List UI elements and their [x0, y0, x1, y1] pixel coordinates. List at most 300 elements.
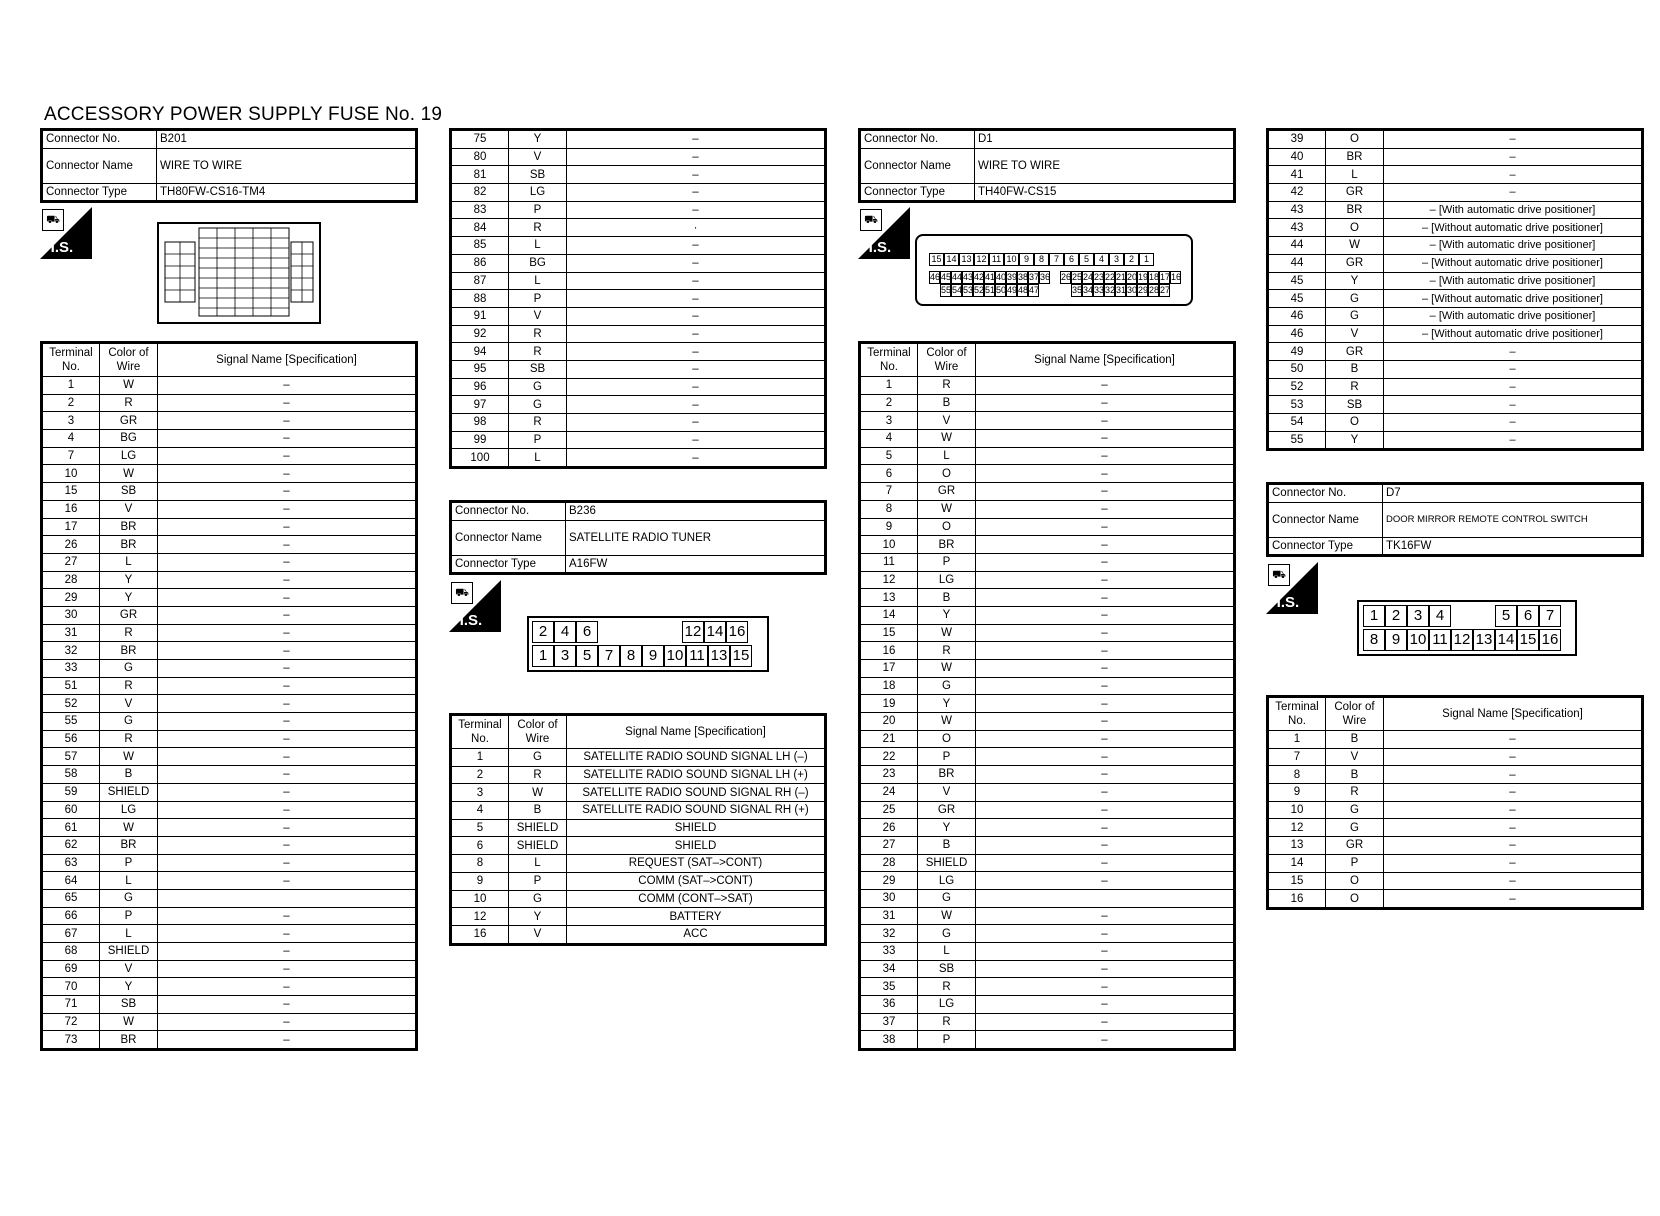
wire-color-cell: W [100, 1013, 158, 1031]
signal-name-cell: – [976, 677, 1235, 695]
wire-color-cell: GR [100, 606, 158, 624]
table-row [42, 925, 417, 943]
pin-31: 31 [1116, 285, 1127, 295]
terminal-no-header: Terminal No. [451, 715, 509, 749]
pin-55: 55 [941, 285, 952, 295]
terminal-no-cell: 33 [860, 943, 918, 961]
wire-color-cell: W [918, 624, 976, 642]
terminal-no-cell: 42 [1268, 184, 1326, 202]
signal-name-cell: – [158, 960, 417, 978]
pin-14: 14 [1495, 629, 1517, 651]
signal-name-cell: – [567, 431, 826, 449]
table-row [42, 943, 417, 961]
wire-color-cell: SHIELD [100, 783, 158, 801]
table-row [42, 571, 417, 589]
signal-name-cell: – [158, 730, 417, 748]
connector-name-label: Connector Name [860, 148, 975, 183]
wire-color-cell: R [918, 978, 976, 996]
terminal-no-cell: 36 [860, 996, 918, 1014]
color-header: Color of Wire [918, 343, 976, 377]
terminal-no-cell: 46 [1268, 325, 1326, 343]
table-row [451, 908, 826, 926]
pin-53: 53 [963, 285, 974, 295]
b201-info [40, 128, 418, 203]
pin-11: 11 [989, 253, 1004, 266]
table-row [42, 695, 417, 713]
table-row [42, 500, 417, 518]
signal-name-cell: – [158, 766, 417, 784]
wire-color-cell: Y [100, 571, 158, 589]
table-row [42, 553, 417, 571]
signal-name-cell: – [158, 624, 417, 642]
signal-name-cell: – [1384, 890, 1643, 909]
wire-color-cell: R [100, 677, 158, 695]
pin-9: 9 [1019, 253, 1034, 266]
terminal-no-header: Terminal No. [860, 343, 918, 377]
b236-terminal-table [449, 713, 827, 946]
pin-6: 6 [1064, 253, 1079, 266]
terminal-no-cell: 58 [42, 766, 100, 784]
connector-name-value: SATELLITE RADIO TUNER [566, 520, 826, 555]
pin-16: 16 [1539, 629, 1561, 651]
terminal-no-cell: 87 [451, 272, 509, 290]
pin-27: 27 [1160, 285, 1171, 295]
connector-type-value: TH40FW-CS15 [975, 183, 1235, 202]
wire-color-cell: P [509, 290, 567, 308]
connector-name-value: WIRE TO WIRE [975, 148, 1235, 183]
table-row [451, 219, 826, 237]
connector-name-label: Connector Name [1268, 502, 1383, 537]
pin-51: 51 [985, 285, 996, 295]
table-row [860, 943, 1235, 961]
wire-color-cell: W [100, 465, 158, 483]
terminal-no-cell: 35 [860, 978, 918, 996]
terminal-no-cell: 15 [1268, 872, 1326, 890]
table-row [451, 237, 826, 255]
signal-name-cell: – [567, 360, 826, 378]
signal-name-cell: – [Without automatic drive positioner] [1384, 325, 1643, 343]
connector-no-label: Connector No. [451, 502, 566, 521]
terminal-no-cell: 70 [42, 978, 100, 996]
signal-name-cell: – [With automatic drive positioner] [1384, 272, 1643, 290]
signal-name-cell: – [158, 819, 417, 837]
pin-21: 21 [1116, 272, 1127, 282]
terminal-no-cell: 7 [42, 447, 100, 465]
signal-name-cell: – [1384, 166, 1643, 184]
signal-name-cell: SHIELD [567, 837, 826, 855]
pin-1: 1 [1363, 605, 1385, 627]
wire-color-cell: L [100, 925, 158, 943]
wire-color-cell: BG [100, 430, 158, 448]
signal-name-cell: – [158, 589, 417, 607]
table-row [860, 801, 1235, 819]
table-row [860, 960, 1235, 978]
signal-name-cell: – [976, 996, 1235, 1014]
terminal-no-cell: 68 [42, 943, 100, 961]
table-row [1268, 201, 1643, 219]
signal-name-cell: BATTERY [567, 908, 826, 926]
wire-color-cell: Y [100, 978, 158, 996]
terminal-no-cell: 45 [1268, 290, 1326, 308]
pin-45: 45 [941, 272, 952, 282]
wire-color-cell: G [918, 677, 976, 695]
signal-name-cell: – [158, 783, 417, 801]
table-row [1268, 890, 1643, 909]
wire-color-cell: Y [918, 606, 976, 624]
table-row [1268, 748, 1643, 766]
wire-color-cell: L [918, 447, 976, 465]
pin-10: 10 [1407, 629, 1429, 651]
terminal-no-cell: 23 [860, 766, 918, 784]
signal-name-cell: – [567, 414, 826, 432]
terminal-no-header: Terminal No. [1268, 697, 1326, 731]
pin-38: 38 [1018, 272, 1029, 282]
terminal-no-cell: 41 [1268, 166, 1326, 184]
pin-35: 35 [1072, 285, 1083, 295]
signal-name-cell: – [158, 801, 417, 819]
signal-name-cell: – [158, 377, 417, 395]
terminal-no-cell: 61 [42, 819, 100, 837]
pin-5: 5 [1079, 253, 1094, 266]
wire-color-cell: O [1326, 130, 1384, 149]
wire-color-cell: B [918, 589, 976, 607]
signal-name-cell: – [With automatic drive positioner] [1384, 201, 1643, 219]
pin-52: 52 [974, 285, 985, 295]
wire-color-cell: BR [1326, 201, 1384, 219]
signal-name-cell: – [976, 819, 1235, 837]
pin-16: 16 [1171, 272, 1182, 282]
table-row [42, 677, 417, 695]
terminal-no-cell: 60 [42, 801, 100, 819]
signal-name-cell: – [1384, 130, 1643, 149]
wire-color-cell: Y [509, 908, 567, 926]
signal-name-cell: – [976, 571, 1235, 589]
signal-name-cell: SATELLITE RADIO SOUND SIGNAL RH (+) [567, 802, 826, 820]
table-row [42, 1031, 417, 1050]
pin-3: 3 [1109, 253, 1124, 266]
table-row [1268, 431, 1643, 450]
hs-icon: ⛟ H.S. [858, 207, 910, 259]
signal-name-cell: – [976, 606, 1235, 624]
terminal-no-cell: 52 [42, 695, 100, 713]
terminal-no-cell: 17 [860, 660, 918, 678]
terminal-no-cell: 21 [860, 730, 918, 748]
signal-name-cell: – [158, 606, 417, 624]
wire-color-cell: R [100, 730, 158, 748]
wire-color-cell: LG [918, 872, 976, 890]
signal-name-cell: – [976, 836, 1235, 854]
wire-color-cell: G [1326, 290, 1384, 308]
signal-name-cell: – [567, 254, 826, 272]
wire-color-cell: W [918, 907, 976, 925]
table-row [860, 889, 1235, 907]
table-row [42, 606, 417, 624]
table-row [860, 713, 1235, 731]
table-row [860, 553, 1235, 571]
pin-13: 13 [708, 645, 730, 667]
pin-11: 11 [686, 645, 708, 667]
terminal-no-cell: 1 [42, 377, 100, 395]
table-row [860, 907, 1235, 925]
signal-name-cell: – [567, 148, 826, 166]
wire-color-cell: BR [100, 518, 158, 536]
table-row [860, 642, 1235, 660]
wire-color-cell: P [100, 854, 158, 872]
table-row [860, 606, 1235, 624]
signal-name-cell: – [158, 836, 417, 854]
table-row [860, 412, 1235, 430]
terminal-no-cell: 71 [42, 996, 100, 1014]
wire-color-cell: SHIELD [509, 819, 567, 837]
pin-26: 26 [1061, 272, 1072, 282]
terminal-no-cell: 62 [42, 836, 100, 854]
wire-color-cell: B [918, 836, 976, 854]
wire-color-cell: B [1326, 766, 1384, 784]
wire-color-cell: O [1326, 890, 1384, 909]
terminal-no-cell: 26 [860, 819, 918, 837]
signal-name-cell: – [158, 713, 417, 731]
terminal-no-cell: 85 [451, 237, 509, 255]
table-row [451, 184, 826, 202]
wire-color-cell: V [100, 500, 158, 518]
signal-name-cell: – [1384, 360, 1643, 378]
pin-7: 7 [598, 645, 620, 667]
wire-color-cell: SB [1326, 396, 1384, 414]
signal-name-cell: · [567, 219, 826, 237]
signal-name-cell: – [158, 430, 417, 448]
pin-47: 47 [1029, 285, 1040, 295]
terminal-no-cell: 19 [860, 695, 918, 713]
table-row [451, 872, 826, 890]
color-header: Color of Wire [509, 715, 567, 749]
pin-9: 9 [1385, 629, 1407, 651]
wire-color-cell: B [1326, 360, 1384, 378]
pin-33: 33 [1094, 285, 1105, 295]
pin-28: 28 [1149, 285, 1160, 295]
connector-type-label: Connector Type [860, 183, 975, 202]
wire-color-cell: W [918, 430, 976, 448]
table-row [451, 749, 826, 767]
pin-4: 4 [1429, 605, 1451, 627]
pin-11: 11 [1429, 629, 1451, 651]
pin-15: 15 [929, 253, 944, 266]
pin-36: 36 [1040, 272, 1051, 282]
terminal-no-cell: 20 [860, 713, 918, 731]
table-row [860, 447, 1235, 465]
wire-color-cell: SHIELD [918, 854, 976, 872]
table-row [1268, 854, 1643, 872]
table-row [42, 730, 417, 748]
terminal-no-cell: 13 [1268, 837, 1326, 855]
terminal-no-cell: 10 [42, 465, 100, 483]
wire-color-cell: G [1326, 801, 1384, 819]
table-row [1268, 396, 1643, 414]
wire-color-cell: SB [509, 360, 567, 378]
signal-name-cell: – [158, 518, 417, 536]
d1-terminal-table-a [858, 341, 1236, 1051]
table-row [1268, 343, 1643, 361]
wire-color-cell: O [918, 730, 976, 748]
signal-name-cell: – [1384, 854, 1643, 872]
table-row [860, 748, 1235, 766]
pin-41: 41 [985, 272, 996, 282]
table-row [42, 536, 417, 554]
signal-name-cell: – [1384, 872, 1643, 890]
connector-type-value: TH80FW-CS16-TM4 [157, 183, 417, 202]
signal-name-cell: – [158, 483, 417, 501]
terminal-no-cell: 55 [1268, 431, 1326, 450]
terminal-no-cell: 69 [42, 960, 100, 978]
pin-18: 18 [1149, 272, 1160, 282]
wire-color-cell: LG [509, 184, 567, 202]
wire-color-cell: BR [100, 1031, 158, 1050]
signal-name-cell [158, 889, 417, 907]
signal-name-cell: – [158, 642, 417, 660]
wire-color-cell: W [100, 748, 158, 766]
wire-color-cell: R [100, 624, 158, 642]
pin-8: 8 [620, 645, 642, 667]
terminal-no-cell: 54 [1268, 414, 1326, 432]
terminal-no-cell: 32 [42, 642, 100, 660]
terminal-no-cell: 92 [451, 325, 509, 343]
wire-color-cell: V [509, 925, 567, 944]
b236-connector-diagram [527, 616, 769, 672]
terminal-no-cell: 72 [42, 1013, 100, 1031]
terminal-no-cell: 67 [42, 925, 100, 943]
signal-name-cell: – [1384, 731, 1643, 749]
signal-name-cell: – [1384, 784, 1643, 802]
table-row [42, 589, 417, 607]
pin-15: 15 [1517, 629, 1539, 651]
terminal-no-cell: 10 [451, 890, 509, 908]
pin-10: 10 [1004, 253, 1019, 266]
signal-name-cell: – [976, 872, 1235, 890]
pin-13: 13 [959, 253, 974, 266]
table-row [42, 872, 417, 890]
wire-color-cell: P [509, 872, 567, 890]
table-row [1268, 837, 1643, 855]
terminal-no-cell: 14 [1268, 854, 1326, 872]
connector-no-value: D7 [1383, 484, 1643, 503]
wire-color-cell: SHIELD [509, 837, 567, 855]
signal-name-cell: – [567, 325, 826, 343]
signal-name-cell: – [976, 783, 1235, 801]
d7-info [1266, 482, 1644, 557]
table-row [42, 518, 417, 536]
terminal-no-cell: 4 [451, 802, 509, 820]
pin-2: 2 [1124, 253, 1139, 266]
signal-name-cell: – [158, 854, 417, 872]
pin-9: 9 [642, 645, 664, 667]
wire-color-cell: Y [918, 819, 976, 837]
terminal-no-cell: 57 [42, 748, 100, 766]
connector-name-label: Connector Name [451, 520, 566, 555]
terminal-no-cell: 30 [860, 889, 918, 907]
table-row [451, 290, 826, 308]
signal-name-cell: – [1384, 396, 1643, 414]
table-row [42, 465, 417, 483]
pin-14: 14 [944, 253, 959, 266]
table-row [860, 872, 1235, 890]
terminal-no-cell: 88 [451, 290, 509, 308]
wire-color-cell: GR [1326, 254, 1384, 272]
table-row [42, 377, 417, 395]
table-row [1268, 254, 1643, 272]
connector-type-value: A16FW [566, 555, 826, 574]
table-row [42, 836, 417, 854]
signal-name-cell: – [158, 536, 417, 554]
terminal-no-cell: 51 [42, 677, 100, 695]
table-row [451, 201, 826, 219]
table-row [1268, 166, 1643, 184]
pin-54: 54 [952, 285, 963, 295]
wire-color-cell: LG [918, 571, 976, 589]
wire-color-cell: GR [918, 801, 976, 819]
signal-name-cell: COMM (SAT–>CONT) [567, 872, 826, 890]
connector-name-label: Connector Name [42, 148, 157, 183]
terminal-no-cell: 6 [860, 465, 918, 483]
wire-color-cell: G [918, 889, 976, 907]
table-row [1268, 766, 1643, 784]
terminal-no-cell: 46 [1268, 307, 1326, 325]
table-row [860, 1031, 1235, 1050]
table-row [860, 925, 1235, 943]
table-row [451, 449, 826, 468]
table-row [451, 325, 826, 343]
wire-color-cell: W [918, 500, 976, 518]
wire-color-cell: O [1326, 414, 1384, 432]
signal-name-cell: SATELLITE RADIO SOUND SIGNAL LH (+) [567, 766, 826, 784]
wire-color-cell: BR [918, 766, 976, 784]
table-row [860, 677, 1235, 695]
table-row [860, 996, 1235, 1014]
hs-icon: ⛟ H.S. [449, 580, 501, 632]
wire-color-cell: GR [1326, 837, 1384, 855]
connector-no-value: B201 [157, 130, 417, 149]
table-row [451, 766, 826, 784]
table-row [451, 396, 826, 414]
terminal-no-cell: 29 [860, 872, 918, 890]
wire-color-cell: W [100, 819, 158, 837]
terminal-no-cell: 95 [451, 360, 509, 378]
wire-color-cell: R [509, 766, 567, 784]
terminal-no-cell: 38 [860, 1031, 918, 1050]
hs-icon: ⛟ H.S. [40, 207, 92, 259]
wire-color-cell: P [1326, 854, 1384, 872]
terminal-no-cell: 59 [42, 783, 100, 801]
signal-name-cell: – [Without automatic drive positioner] [1384, 290, 1643, 308]
terminal-no-cell: 7 [1268, 748, 1326, 766]
terminal-no-cell: 13 [860, 589, 918, 607]
connector-no-value: B236 [566, 502, 826, 521]
signal-header: Signal Name [Specification] [1384, 697, 1643, 731]
signal-name-cell: – [1384, 148, 1643, 166]
signal-name-cell: – [1384, 431, 1643, 450]
terminal-no-cell: 32 [860, 925, 918, 943]
table-row [451, 431, 826, 449]
pin-5: 5 [1495, 605, 1517, 627]
wire-color-cell: L [1326, 166, 1384, 184]
table-row [860, 500, 1235, 518]
pin-10: 10 [664, 645, 686, 667]
table-row [42, 483, 417, 501]
terminal-no-cell: 27 [42, 553, 100, 571]
table-row [42, 783, 417, 801]
pin-43: 43 [963, 272, 974, 282]
terminal-no-cell: 2 [451, 766, 509, 784]
table-row [860, 766, 1235, 784]
table-row [42, 889, 417, 907]
